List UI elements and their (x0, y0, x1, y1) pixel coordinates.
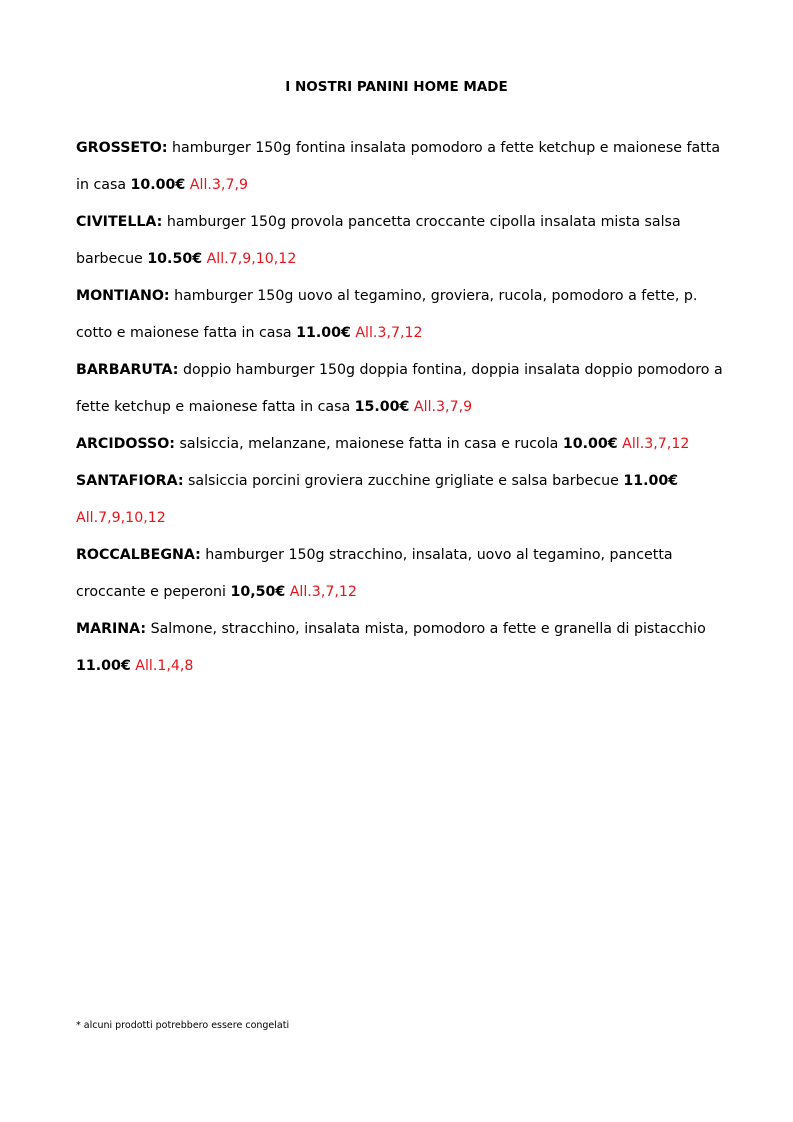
item-description: doppio hamburger 150g doppia fontina, doppia insalata doppio pomodoro a fette ketchup e maionese fatta in casa (76, 362, 723, 415)
item-allergens: All.3,7,9 (185, 177, 249, 193)
menu-item-grosseto (76, 130, 726, 204)
item-name: ARCIDOSSO: (76, 436, 175, 452)
item-allergens: All.1,4,8 (130, 658, 194, 674)
panini-list (76, 130, 726, 685)
item-price: 10,50€ (230, 584, 286, 600)
menu-item-montiano (76, 278, 726, 352)
item-price: 11.00€ (623, 473, 679, 489)
menu-item-arcidosso (76, 426, 726, 463)
item-name: GROSSETO: (76, 140, 168, 156)
item-description: hamburger 150g uovo al tegamino, groviera, rucola, pomodoro a fette, p. cotto e maionese fatta in casa (76, 288, 698, 341)
menu-item-roccalbegna (76, 537, 726, 611)
item-price: 11.00€ (296, 325, 351, 341)
item-description: salsiccia porcini groviera zucchine grigliate e salsa barbecue (183, 473, 624, 489)
item-price: 10.00€ (130, 177, 186, 193)
item-allergens: All.7,9,10,12 (76, 510, 166, 526)
item-price: 11.00€ (76, 658, 131, 674)
item-allergens: All.3,7,9 (409, 399, 473, 415)
item-allergens: All.3,7,12 (285, 584, 357, 600)
item-name: SANTAFIORA: (76, 473, 184, 489)
menu-item-civitella (76, 204, 726, 278)
item-description: Salmone, stracchino, insalata mista, pomodoro a fette e granella di pistacchio (146, 621, 706, 637)
item-price: 15.00€ (354, 399, 410, 415)
item-description: hamburger 150g stracchino, insalata, uovo al tegamino, pancetta croccante e peperoni (76, 547, 673, 600)
menu-item-barbaruta (76, 352, 726, 426)
item-name: MARINA: (76, 621, 147, 637)
item-price: 10.50€ (147, 251, 203, 267)
item-allergens: All.3,7,12 (350, 325, 423, 341)
item-description: salsiccia, melanzane, maionese fatta in casa e rucola (174, 436, 563, 452)
page-title: I NOSTRI PANINI HOME MADE (285, 79, 508, 95)
item-name: MONTIANO: (76, 288, 170, 304)
menu-item-santafiora (76, 463, 726, 537)
item-price: 10.00€ (562, 436, 618, 452)
menu-item-marina (76, 611, 726, 685)
item-name: BARBARUTA: (76, 362, 179, 378)
item-allergens: All.3,7,12 (617, 436, 690, 452)
footnote: * alcuni prodotti potrebbero essere congelati (76, 1020, 290, 1031)
item-allergens: All.7,9,10,12 (202, 251, 297, 267)
item-name: ROCCALBEGNA: (76, 547, 201, 563)
item-name: CIVITELLA: (76, 214, 163, 230)
item-description: hamburger 150g fontina insalata pomodoro a fette ketchup e maionese fatta in casa (76, 140, 721, 193)
item-description: hamburger 150g provola pancetta croccante cipolla insalata mista salsa barbecue (76, 214, 681, 267)
